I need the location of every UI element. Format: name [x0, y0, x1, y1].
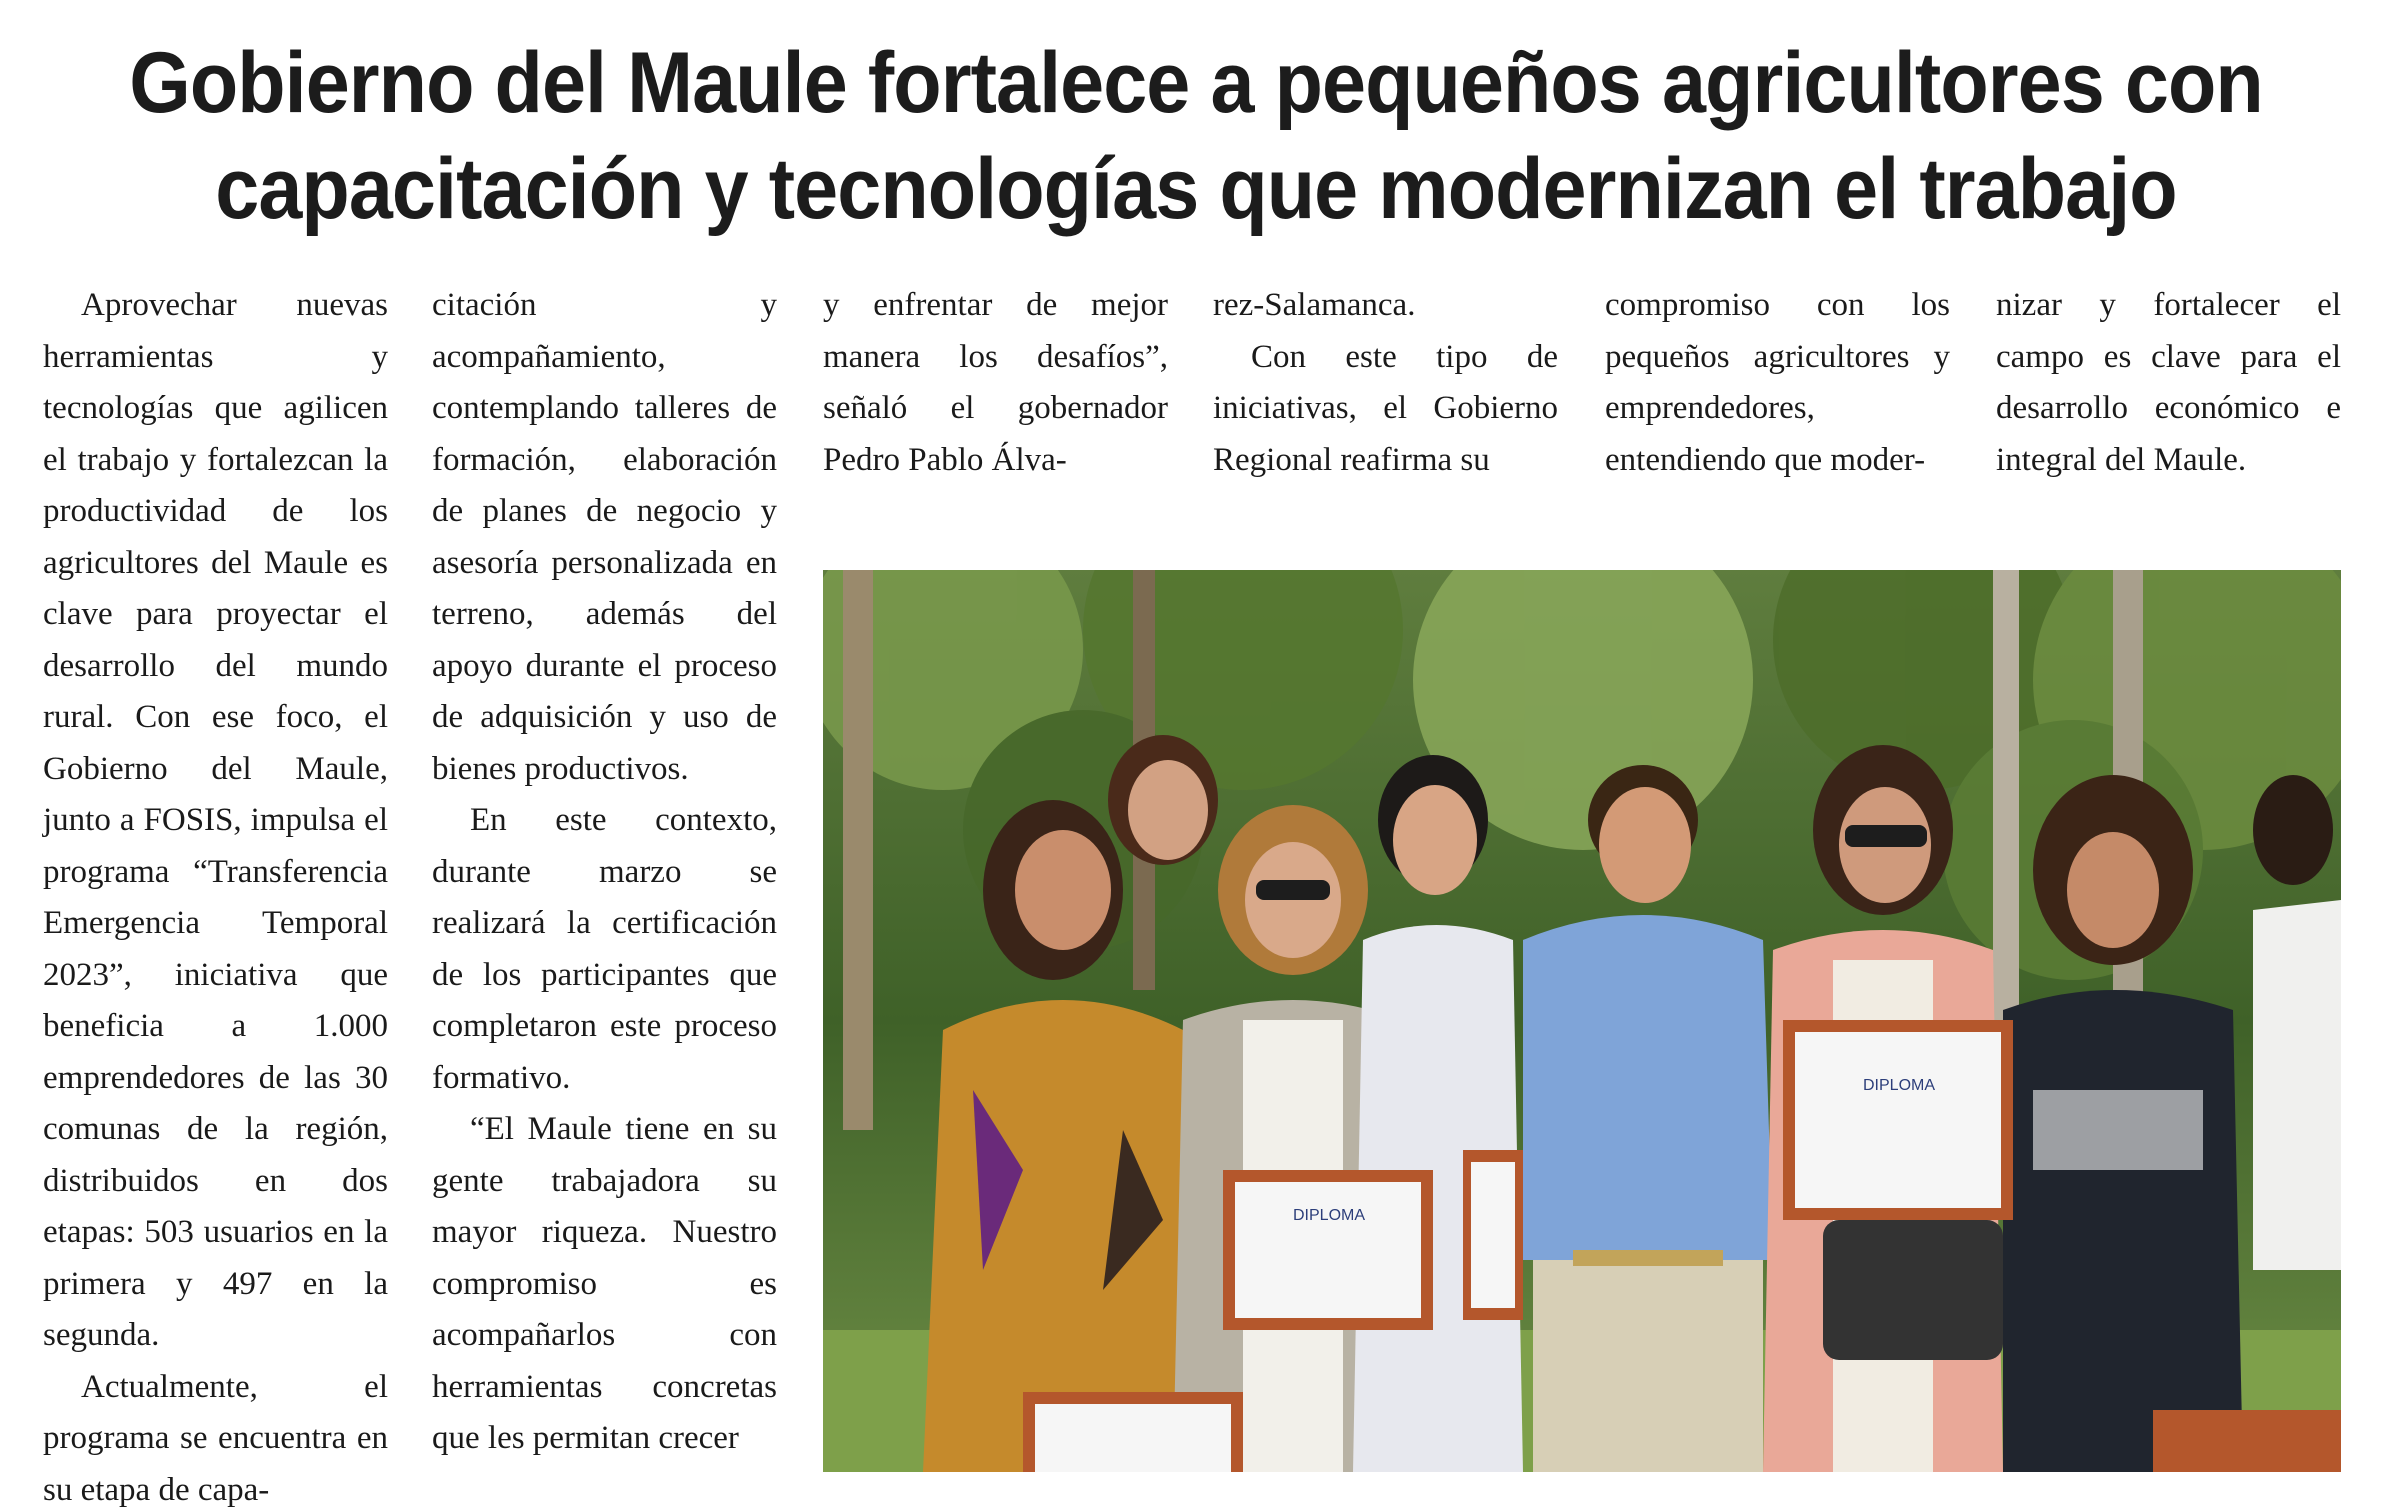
headline-line-2: capacitación y tecnologías que modernizan el trabajo: [215, 141, 2177, 237]
paragraph: “El Maule tiene en su gente trabajadora su mayor riqueza. Nuestro compromiso es acompañarlos con herramientas concretas que les permitan crecer: [432, 1111, 777, 1456]
paragraph: En este contexto, durante marzo se realizará la certificación de los participantes que completaron este proceso formativo.: [432, 802, 777, 1096]
text-column-6: [1996, 280, 2341, 486]
text-column-4: [1213, 280, 1558, 486]
paragraph: y enfrentar de mejor manera los desafíos”, señaló el gobernador Pedro Pablo Álva-: [823, 287, 1168, 478]
paragraph: citación y acompañamiento, contemplando talleres de formación, elaboración de planes de negocio y asesoría personalizada en terreno, además del apoyo durante el proceso de adquisición y uso de bienes productivos.: [432, 287, 777, 787]
diploma-label: DIPLOMA: [1293, 1207, 1366, 1224]
paragraph: rez-Salamanca.: [1213, 287, 1416, 323]
diploma-1: [1223, 1170, 1433, 1330]
diploma-5: [2153, 1410, 2341, 1472]
paragraph: Con este tipo de iniciativas, el Gobierno Regional reafirma su: [1213, 338, 1558, 478]
group-photo-illustration: [823, 570, 2341, 1472]
text-column-1: [43, 280, 388, 1508]
article-photo: [823, 570, 2341, 1472]
people: [923, 735, 2341, 1472]
handbag: [1823, 1220, 2003, 1360]
text-column-3: [823, 280, 1168, 486]
paragraph: compromiso con los pequeños agricultores y emprendedores, entendiendo que moder-: [1605, 287, 1950, 478]
paragraph: Aprovechar nuevas herramientas y tecnologías que agilicen el trabajo y fortalezcan la productividad de los agricultores del Maule es clave para proyectar el desarrollo del mundo rural. Con ese foco, el Gobierno del Maule, junto a FOSIS, impulsa el programa “Transferencia Emergencia Temporal 2023”, iniciativa que beneficia a 1.000 emprendedores de las 30 comunas de la región, distribuidos en dos etapas: 503 usuarios en la primera y 497 en la segunda.: [43, 287, 388, 1353]
diploma-label: DIPLOMA: [1863, 1077, 1936, 1094]
diploma-3: [1023, 1392, 1243, 1472]
diploma-2: [1783, 1020, 2013, 1220]
headline-line-1: Gobierno del Maule fortalece a pequeños agricultores con: [129, 35, 2263, 131]
diploma-4: [1463, 1150, 1523, 1320]
text-column-5: [1605, 280, 1950, 486]
article-headline: [123, 30, 2268, 242]
text-column-2: [432, 280, 777, 1465]
paragraph: nizar y fortalecer el campo es clave para el desarrollo económico e integral del Maule.: [1996, 287, 2341, 478]
paragraph: Actualmente, el programa se encuentra en su etapa de capa-: [43, 1368, 388, 1508]
